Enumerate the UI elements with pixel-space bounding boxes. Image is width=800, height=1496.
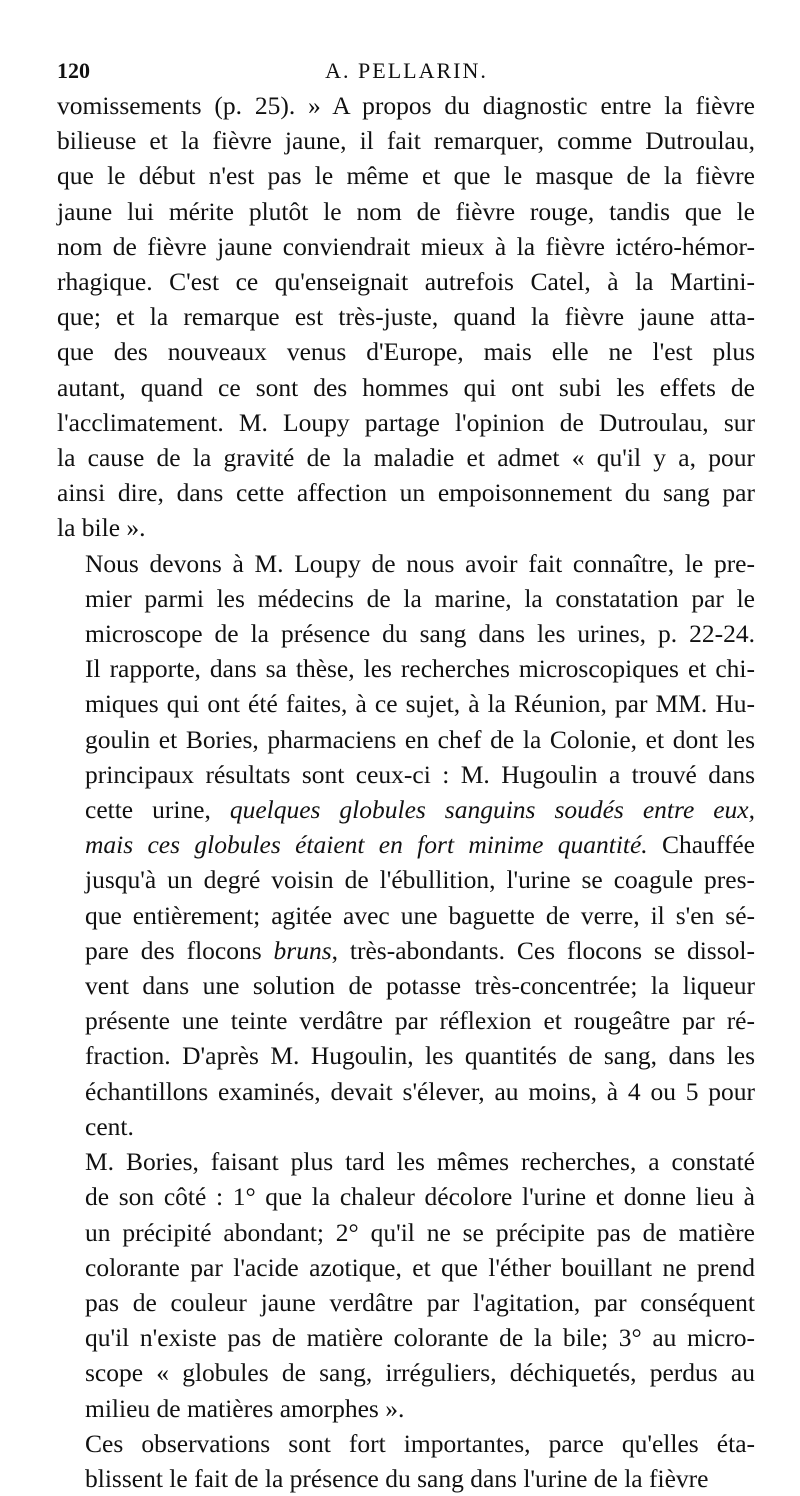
text-segment: que entièrement; agitée avec une baguette de verre, il s'en sé- [85, 900, 755, 930]
text-segment: M. Bories, faisant plus tard les mêmes recherches, a constaté [85, 1147, 755, 1177]
text-line [57, 158, 755, 193]
text-segment: présente une teinte verdâtre par réflexion et rougeâtre par ré- [85, 1006, 755, 1036]
text-segment: échantillons examinés, devait s'élever, au moins, à 4 ou 5 pour [85, 1076, 755, 1106]
text-line [57, 440, 755, 475]
text-segment: Nous devons à M. Loupy de nous avoir fait connaître, le pre- [85, 548, 755, 578]
page-number: 120 [57, 58, 90, 83]
text-segment: pas de couleur jaune verdâtre par l'agitation, par conséquent [85, 1287, 755, 1317]
text-segment: un précipité abondant; 2° qu'il ne se précipite pas de matière [85, 1217, 755, 1247]
text-line [57, 1461, 755, 1496]
text-segment: l'acclimatement. M. Loupy partage l'opinion de Dutroulau, sur [57, 407, 755, 437]
text-line [57, 334, 755, 369]
text-segment: pare des flocons [85, 935, 274, 965]
text-segment: la cause de la gravité de la maladie et admet « qu'il y a, pour [57, 443, 755, 473]
text-segment: bilieuse et la fièvre jaune, il fait remarquer, comme Dutroulau, [57, 126, 755, 156]
italic-text: bruns [273, 935, 332, 965]
paragraph [57, 1144, 755, 1426]
running-title: A. PELLARIN. [325, 58, 488, 83]
text-segment: cette urine, [85, 795, 230, 825]
text-line [57, 405, 755, 440]
text-segment: qu'il n'existe pas de matière colorante de la bile; 3° au micro- [85, 1323, 755, 1353]
italic-text: mais ces globules étaient en fort minime quantité. [85, 830, 648, 860]
text-line [57, 1003, 755, 1038]
text-segment: vent dans une solution de potasse très-concentrée; la liqueur [85, 971, 755, 1001]
text-line [57, 123, 755, 158]
text-line [57, 1320, 755, 1355]
text-segment: Il rapporte, dans sa thèse, les recherches microscopiques et chi- [85, 654, 755, 684]
text-line [57, 299, 755, 334]
body-text [57, 88, 755, 1496]
text-line [57, 1179, 755, 1214]
text-segment: principaux résultats sont ceux-ci : M. Hugoulin a trouvé dans [85, 759, 755, 789]
paragraph [57, 546, 755, 1144]
text-line [57, 1144, 755, 1179]
text-segment: autant, quand ce sont des hommes qui ont subi les effets de [57, 372, 755, 402]
text-line [57, 1215, 755, 1250]
text-line [57, 88, 755, 123]
text-line [57, 510, 755, 545]
text-line [57, 1285, 755, 1320]
running-head [57, 58, 756, 88]
text-line [57, 686, 755, 721]
italic-text: quelques globules sanguins soudés entre eux, [229, 795, 755, 825]
text-segment: colorante par l'acide azotique, et que l'éther bouillant ne prend [85, 1252, 755, 1282]
text-line [57, 1250, 755, 1285]
text-segment: milieu de matières amorphes ». [85, 1393, 405, 1423]
text-segment: que; et la remarque est très-juste, quand la fièvre jaune atta- [57, 302, 755, 332]
text-line [57, 862, 755, 897]
text-segment: ainsi dire, dans cette affection un empoisonnement du sang par [57, 478, 755, 508]
text-line [57, 933, 755, 968]
text-segment: microscope de la présence du sang dans les urines, p. 22-24. [85, 619, 755, 649]
text-line [57, 1074, 755, 1109]
text-segment: scope « globules de sang, irréguliers, déchiquetés, perdus au [85, 1358, 755, 1388]
text-line [57, 1391, 755, 1426]
paragraph [57, 1426, 755, 1496]
text-line [57, 370, 755, 405]
text-segment: jusqu'à un degré voisin de l'ébullition, l'urine se coagule pres- [85, 865, 755, 895]
text-segment: que des nouveaux venus d'Europe, mais elle ne l'est plus [57, 337, 755, 367]
text-line [57, 229, 755, 264]
text-line [57, 827, 755, 862]
text-line [57, 1355, 755, 1390]
text-segment: de son côté : 1° que la chaleur décolore l'urine et donne lieu à [85, 1182, 755, 1212]
text-line [57, 1038, 755, 1073]
text-line [57, 1426, 755, 1461]
text-segment: que le début n'est pas le même et que le masque de la fièvre [57, 161, 755, 191]
text-segment: goulin et Bories, pharmaciens en chef de la Colonie, et dont les [85, 724, 755, 754]
text-line [57, 1109, 755, 1144]
text-segment: la bile ». [57, 513, 146, 543]
text-segment: rhagique. C'est ce qu'enseignait autrefois Catel, à la Martini- [57, 267, 755, 297]
text-segment: fraction. D'après M. Hugoulin, les quantités de sang, dans les [85, 1041, 755, 1071]
text-line [57, 968, 755, 1003]
text-segment: , très-abondants. Ces flocons se dissol- [331, 935, 755, 965]
text-segment: miques qui ont été faites, à ce sujet, à la Réunion, par MM. Hu- [85, 689, 755, 719]
text-line [57, 792, 755, 827]
text-line [57, 475, 755, 510]
text-line [57, 722, 755, 757]
text-segment: cent. [85, 1111, 134, 1141]
text-segment: blissent le fait de la présence du sang dans l'urine de la fièvre [85, 1463, 709, 1493]
text-segment: jaune lui mérite plutôt le nom de fièvre rouge, tandis que le [57, 196, 755, 226]
text-segment: Ces observations sont fort importantes, parce qu'elles éta- [85, 1428, 755, 1458]
text-segment: vomissements (p. 25). » A propos du diagnostic entre la fièvre [57, 91, 755, 120]
text-segment: nom de fièvre jaune conviendrait mieux à la fièvre ictéro-hémor- [57, 231, 755, 261]
text-line [57, 194, 755, 229]
text-line [57, 757, 755, 792]
text-line [57, 581, 755, 616]
text-segment: mier parmi les médecins de la marine, la constatation par le [85, 583, 755, 613]
text-segment: Chauffée [647, 830, 755, 860]
text-line [57, 898, 755, 933]
text-line [57, 264, 755, 299]
paragraph [57, 88, 755, 546]
text-line [57, 651, 755, 686]
text-line [57, 546, 755, 581]
text-line [57, 616, 755, 651]
